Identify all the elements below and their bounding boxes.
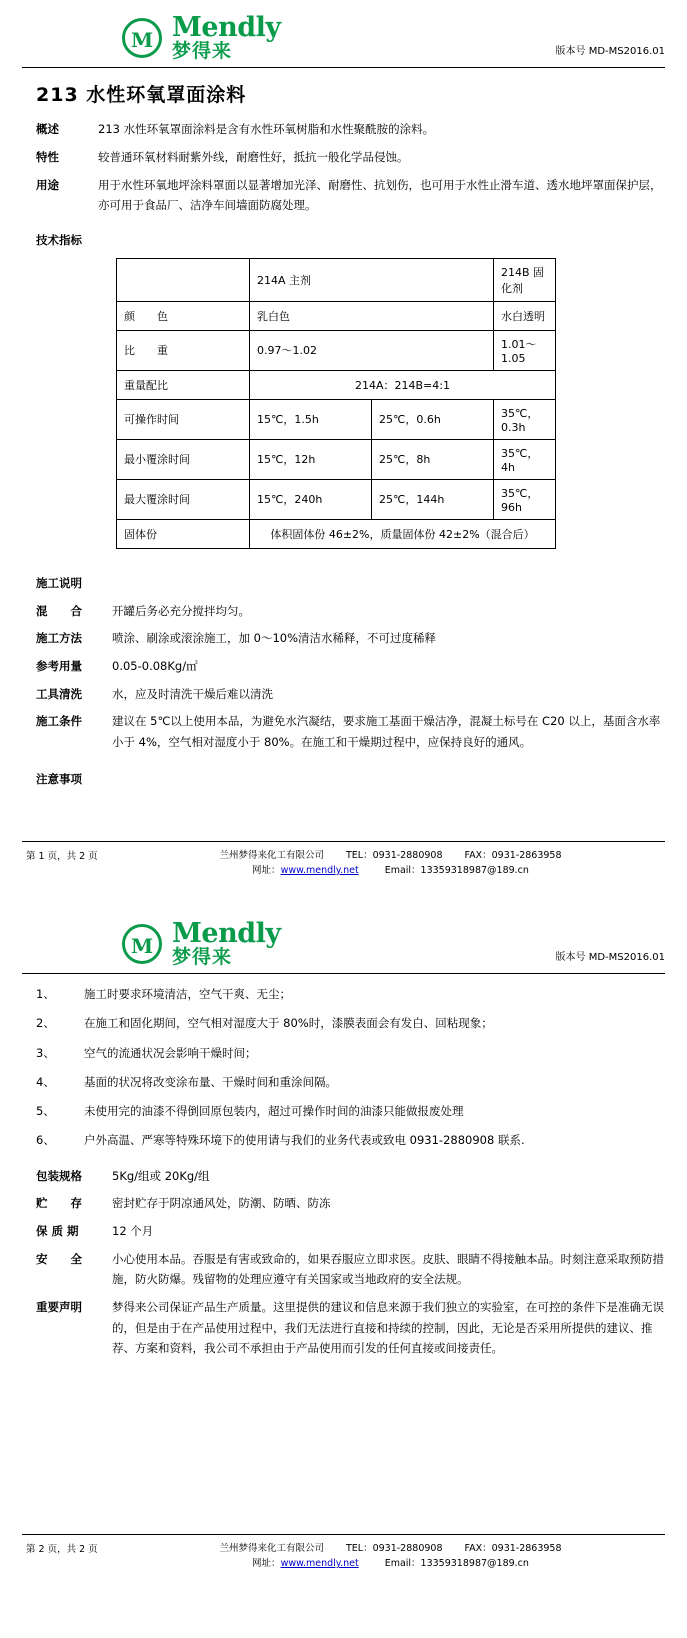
item-text: 在施工和固化期间，空气相对湿度大于 80%时，漆膜表面会有发白、回粘现象； [84, 1016, 493, 1031]
item-number: 5、 [36, 1104, 55, 1119]
list-item [36, 984, 665, 1005]
footer-website-label: 网址： [252, 1558, 281, 1570]
mixing-label: 混 合 [36, 603, 82, 618]
overview-label: 概述 [36, 122, 59, 136]
table-row [117, 479, 556, 519]
logo-mark-letter: M [131, 933, 152, 958]
disclaimer-label: 重要声明 [36, 1300, 82, 1315]
construction-heading: 施工说明 [36, 575, 82, 590]
footer-divider [22, 1534, 665, 1535]
header-divider [22, 67, 665, 68]
list-item [36, 1043, 665, 1064]
cleaning-label: 工具清洗 [36, 686, 82, 701]
page-2-footer [22, 1534, 665, 1583]
packaging-text: 5Kg/组或 20Kg/组 [112, 1168, 210, 1183]
row-max-recoat-25: 25℃，144h [372, 479, 494, 519]
safety-label: 安 全 [36, 1251, 82, 1266]
page-1-number: 第 1 页，共 2 页 [26, 850, 98, 862]
row-solids-label: 固体份 [117, 519, 250, 548]
table-row [117, 439, 556, 479]
features-label: 特性 [36, 150, 59, 165]
row-max-recoat-15: 15℃，240h [250, 479, 372, 519]
footer-fax: FAX：0931-2863958 [464, 1543, 562, 1555]
item-text: 户外高温、严寒等特殊环境下的使用请与我们的业务代表或致电 0931-2880908 联系. [84, 1133, 525, 1148]
logo-english-name: Mendly [172, 918, 281, 949]
version-number: 版本号 MD-MS2016.01 [555, 952, 665, 963]
safety-text: 小心使用本品。吞服是有害或致命的，如果吞服应立即求医。皮肤、眼睛不得接触本品。时刻注意采取预防措施，防火防爆。残留物的处理应遵守有关国家或当地政府的安全法规。 [112, 1251, 664, 1287]
table-row [117, 258, 556, 301]
usage-text: 用于水性环氧地坪涂料罩面以显著增加光泽、耐磨性、抗划伤，也可用于水性止滑车道、透水地坪罩面保护层，亦可用于食品厂、洁净车间墙面防腐处理。 [98, 178, 662, 213]
usage-paragraph [36, 175, 665, 215]
footer-company: 兰州梦得来化工有限公司 [219, 849, 324, 861]
row-max-recoat-35: 35℃，96h [494, 479, 556, 519]
page-2 [0, 890, 687, 1583]
logo-chinese-name: 梦得来 [172, 946, 233, 968]
row-color-a: 乳白色 [250, 301, 494, 330]
storage-text: 密封贮存于阴凉通风处，防潮、防晒、防冻 [112, 1196, 331, 1211]
item-text: 未使用完的油漆不得倒回原包装内，超过可操作时间的油漆只能做报废处理 [84, 1104, 464, 1119]
logo-circle-icon [122, 924, 166, 964]
item-number: 3、 [36, 1045, 55, 1060]
logo-chinese-name: 梦得来 [172, 40, 233, 62]
row-pot-life-15: 15℃，1.5h [250, 399, 372, 439]
row-solids-value: 体积固体份 46±2%，质量固体份 42±2%（混合后） [250, 519, 556, 548]
tech-index-heading: 技术指标 [36, 232, 82, 247]
packaging-row [36, 1166, 665, 1187]
table-header-a: 214A 主剂 [250, 258, 494, 301]
footer-company: 兰州梦得来化工有限公司 [219, 1543, 324, 1555]
company-logo [122, 14, 281, 61]
shelf-life-label: 保 质 期 [36, 1223, 79, 1238]
notice-heading: 注意事项 [36, 771, 82, 786]
mixing-row [36, 601, 665, 622]
footer-email: 13359318987@189.cn [420, 864, 529, 876]
item-number: 4、 [36, 1074, 55, 1089]
coverage-row [36, 656, 665, 677]
disclaimer-text: 梦得来公司保证产品生产质量。这里提供的建议和信息来源于我们独立的实验室，在可控的条件下是准确无误的，但是由于在产品使用过程中，我们无法进行直接和持续的控制，因此，无论是否采用所提供的建议、推荐、方案和资料，我公司不承担由于产品使用而引发的任何直接或间接责任。 [112, 1300, 664, 1356]
row-ratio-label: 重量配比 [117, 370, 250, 399]
storage-label: 贮 存 [36, 1196, 82, 1211]
mixing-text: 开罐后务必充分搅拌均匀。 [112, 603, 250, 618]
page-2-header [22, 906, 665, 967]
shelf-life-row [36, 1221, 665, 1242]
storage-row [36, 1193, 665, 1214]
table-row [117, 519, 556, 548]
table-header-b: 214B 固化剂 [494, 258, 556, 301]
conditions-row [36, 711, 665, 752]
row-pot-life-25: 25℃，0.6h [372, 399, 494, 439]
usage-label: 用途 [36, 178, 59, 193]
footer-tel: TEL：0931-2880908 [345, 1543, 443, 1555]
footer-website-link[interactable]: www.mendly.net [280, 864, 359, 876]
footer-website-label: 网址： [252, 864, 281, 876]
page-1-header [22, 0, 665, 61]
row-color-label: 颜 色 [117, 301, 250, 330]
list-item [36, 1072, 665, 1093]
overview-text: 213 水性环氧罩面涂料是含有水性环氧树脂和水性聚酰胺的涂料。 [98, 122, 435, 136]
table-row [117, 330, 556, 370]
method-label: 施工方法 [36, 631, 82, 646]
footer-divider [22, 841, 665, 842]
row-density-b: 1.01～1.05 [494, 330, 556, 370]
footer-tel: TEL：0931-2880908 [345, 849, 443, 861]
item-text: 空气的流通状况会影响干燥时间； [84, 1045, 257, 1060]
table-header-blank [117, 258, 250, 301]
row-min-recoat-15: 15℃，12h [250, 439, 372, 479]
list-item [36, 1101, 665, 1122]
page-title: 213 水性环氧罩面涂料 [36, 84, 247, 106]
item-number: 1、 [36, 987, 55, 1001]
row-min-recoat-label: 最小覆涂时间 [117, 439, 250, 479]
version-number: 版本号 MD-MS2016.01 [555, 46, 665, 57]
list-item [36, 1013, 665, 1034]
cleaning-text: 水，应及时清洗干燥后难以清洗 [112, 686, 273, 701]
row-density-label: 比 重 [117, 330, 250, 370]
overview-paragraph [36, 119, 665, 139]
table-row [117, 399, 556, 439]
footer-email: 13359318987@189.cn [420, 1558, 529, 1570]
company-logo [122, 920, 281, 967]
item-number: 2、 [36, 1016, 55, 1031]
footer-email-label: Email： [384, 1558, 421, 1570]
table-row [117, 301, 556, 330]
list-item [36, 1130, 665, 1151]
page-1-footer [22, 841, 665, 890]
method-row [36, 628, 665, 649]
item-text: 基面的状况将改变涂布量、干燥时间和重涂间隔。 [84, 1074, 337, 1089]
item-number: 6、 [36, 1133, 55, 1148]
page-2-number: 第 2 页，共 2 页 [26, 1544, 98, 1556]
footer-email-label: Email： [384, 864, 421, 876]
row-min-recoat-25: 25℃，8h [372, 439, 494, 479]
row-density-a: 0.97～1.02 [250, 330, 494, 370]
row-max-recoat-label: 最大覆涂时间 [117, 479, 250, 519]
item-text: 施工时要求环境清洁，空气干爽、无尘； [84, 987, 291, 1001]
conditions-label: 施工条件 [36, 714, 82, 729]
footer-fax: FAX：0931-2863958 [464, 849, 562, 861]
row-ratio-value: 214A：214B=4:1 [250, 370, 556, 399]
row-min-recoat-35: 35℃，4h [494, 439, 556, 479]
logo-english-name: Mendly [172, 12, 281, 43]
coverage-label: 参考用量 [36, 658, 82, 673]
footer-website-link[interactable]: www.mendly.net [280, 1558, 359, 1570]
row-color-b: 水白透明 [494, 301, 556, 330]
spec-table [116, 258, 556, 549]
table-row [117, 370, 556, 399]
logo-mark-letter: M [131, 27, 152, 52]
safety-row [36, 1249, 665, 1290]
cleaning-row [36, 684, 665, 705]
features-paragraph [36, 147, 665, 167]
features-text: 较普通环氧材料耐紫外线，耐磨性好，抵抗一般化学品侵蚀。 [98, 150, 409, 165]
logo-circle-icon [122, 18, 166, 58]
conditions-text: 建议在 5℃以上使用本品，为避免水汽凝结，要求施工基面干燥洁净，混凝土标号在 C20 以上，基面含水率小于 4%，空气相对湿度小于 80%。在施工和干燥期过程中，应保持良好的通风。 [112, 714, 661, 749]
row-pot-life-label: 可操作时间 [117, 399, 250, 439]
disclaimer-row [36, 1297, 665, 1359]
method-text: 喷涂、刷涂或滚涂施工，加 0～10%清洁水稀释，不可过度稀释 [112, 631, 437, 646]
coverage-text: 0.05-0.08Kg/㎡ [112, 658, 198, 673]
packaging-label: 包装规格 [36, 1168, 82, 1183]
shelf-life-text: 12 个月 [112, 1223, 154, 1238]
row-pot-life-35: 35℃，0.3h [494, 399, 556, 439]
